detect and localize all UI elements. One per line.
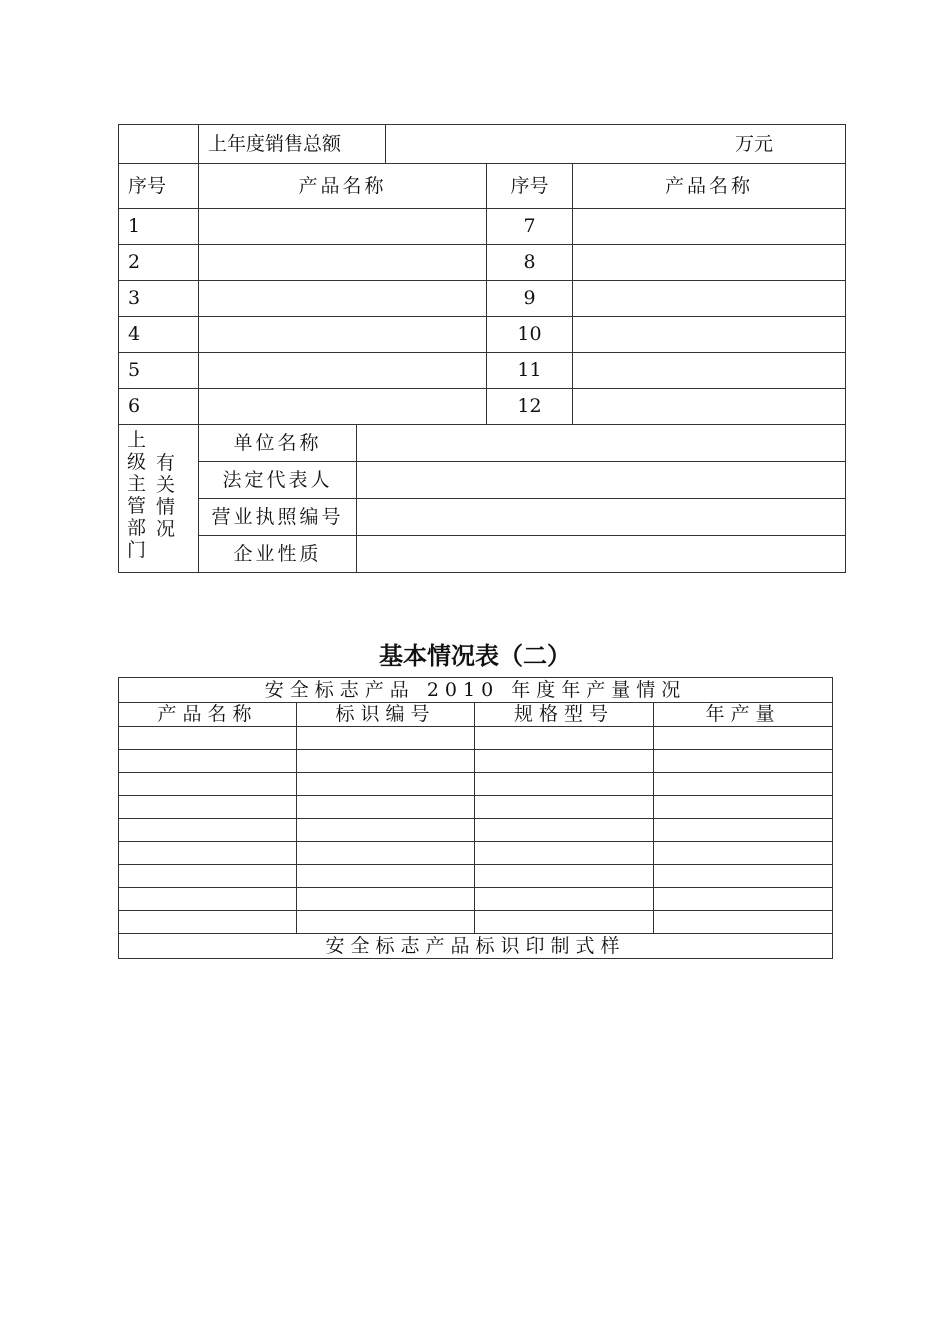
- sales-unit: 万元: [735, 132, 774, 155]
- table-row: [119, 389, 846, 425]
- annual-output-table: [118, 677, 833, 959]
- product-name-cell[interactable]: [573, 209, 846, 245]
- product-name-header-right: 产品名称: [573, 164, 846, 209]
- output-cell[interactable]: [297, 819, 475, 842]
- output-cell[interactable]: [654, 796, 833, 819]
- seq-number: 9: [487, 281, 573, 317]
- table-row: [119, 209, 846, 245]
- col-header-spec-model: 规格型号: [475, 703, 654, 727]
- output-cell[interactable]: [654, 773, 833, 796]
- output-cell[interactable]: [119, 727, 297, 750]
- table-row: [119, 888, 833, 911]
- sales-products-table: [118, 124, 846, 573]
- output-cell[interactable]: [475, 888, 654, 911]
- output-cell[interactable]: [119, 773, 297, 796]
- output-cell[interactable]: [654, 819, 833, 842]
- output-cell[interactable]: [119, 819, 297, 842]
- seq-number: 11: [487, 353, 573, 389]
- table-row: [119, 245, 846, 281]
- license-no-field[interactable]: [357, 499, 846, 536]
- output-rows: [119, 727, 833, 934]
- output-cell[interactable]: [654, 750, 833, 773]
- product-name-cell[interactable]: [199, 209, 487, 245]
- output-cell[interactable]: [297, 842, 475, 865]
- output-cell[interactable]: [297, 773, 475, 796]
- table-row: [119, 750, 833, 773]
- output-cell[interactable]: [297, 727, 475, 750]
- mark-sample-caption: 安全标志产品标识印制式样: [119, 934, 833, 959]
- table-row: [119, 727, 833, 750]
- superior-dept-label: [119, 425, 199, 573]
- product-name-cell[interactable]: [573, 353, 846, 389]
- output-cell[interactable]: [119, 865, 297, 888]
- sales-total-label: 上年度销售总额: [199, 125, 386, 164]
- output-cell[interactable]: [654, 888, 833, 911]
- sales-total-field[interactable]: [386, 125, 846, 164]
- seq-number: 10: [487, 317, 573, 353]
- dept-label-char: 情: [156, 496, 176, 518]
- table-row: [119, 281, 846, 317]
- output-cell[interactable]: [475, 727, 654, 750]
- seq-number: 4: [119, 317, 199, 353]
- output-cell[interactable]: [475, 865, 654, 888]
- output-cell[interactable]: [297, 865, 475, 888]
- seq-number: 1: [119, 209, 199, 245]
- dept-label-char: 级: [127, 451, 147, 473]
- output-cell[interactable]: [654, 842, 833, 865]
- product-name-header-left: 产品名称: [199, 164, 487, 209]
- product-name-cell[interactable]: [573, 245, 846, 281]
- table-row: [119, 911, 833, 934]
- dept-label-char: 上: [127, 429, 147, 451]
- col-header-mark-number: 标识编号: [297, 703, 475, 727]
- table-row: [119, 317, 846, 353]
- col-header-product-name: 产品名称: [119, 703, 297, 727]
- seq-header-right: 序号: [487, 164, 573, 209]
- seq-number: 7: [487, 209, 573, 245]
- output-cell[interactable]: [475, 911, 654, 934]
- product-name-cell[interactable]: [199, 317, 487, 353]
- output-cell[interactable]: [475, 842, 654, 865]
- output-cell[interactable]: [654, 911, 833, 934]
- output-cell[interactable]: [119, 911, 297, 934]
- product-name-cell[interactable]: [573, 389, 846, 425]
- unit-name-field[interactable]: [357, 425, 846, 462]
- seq-number: 5: [119, 353, 199, 389]
- seq-number: 12: [487, 389, 573, 425]
- seq-header-left: 序号: [119, 164, 199, 209]
- output-cell[interactable]: [654, 865, 833, 888]
- seq-number: 6: [119, 389, 199, 425]
- output-cell[interactable]: [475, 796, 654, 819]
- product-name-cell[interactable]: [573, 317, 846, 353]
- license-no-label: 营业执照编号: [199, 499, 357, 536]
- section-title: 基本情况表（二）: [379, 642, 571, 670]
- table-row: [119, 773, 833, 796]
- blank-cell: [119, 125, 199, 164]
- output-cell[interactable]: [297, 888, 475, 911]
- output-cell[interactable]: [297, 750, 475, 773]
- output-cell[interactable]: [654, 727, 833, 750]
- table-row: [119, 796, 833, 819]
- output-cell[interactable]: [475, 819, 654, 842]
- output-cell[interactable]: [119, 888, 297, 911]
- output-cell[interactable]: [119, 796, 297, 819]
- dept-label-char: 况: [156, 518, 176, 540]
- legal-rep-field[interactable]: [357, 462, 846, 499]
- product-name-cell[interactable]: [199, 389, 487, 425]
- dept-label-char: 主: [127, 473, 147, 495]
- output-cell[interactable]: [475, 773, 654, 796]
- output-cell[interactable]: [119, 842, 297, 865]
- legal-rep-label: 法定代表人: [199, 462, 357, 499]
- seq-number: 2: [119, 245, 199, 281]
- seq-number: 8: [487, 245, 573, 281]
- table-row: [119, 865, 833, 888]
- output-cell[interactable]: [119, 750, 297, 773]
- output-cell[interactable]: [297, 911, 475, 934]
- seq-number: 3: [119, 281, 199, 317]
- table-row: [119, 819, 833, 842]
- col-header-annual-output: 年产量: [654, 703, 833, 727]
- dept-label-char: 管: [127, 495, 147, 517]
- dept-label-char: 门: [127, 539, 147, 561]
- enterprise-type-label: 企业性质: [199, 536, 357, 573]
- product-name-cell[interactable]: [199, 281, 487, 317]
- product-name-cell[interactable]: [199, 245, 487, 281]
- output-cell[interactable]: [297, 796, 475, 819]
- output-cell[interactable]: [475, 750, 654, 773]
- unit-name-label: 单位名称: [199, 425, 357, 462]
- dept-label-char: 有: [156, 452, 176, 474]
- dept-label-char: 关: [156, 474, 176, 496]
- dept-label-char: 部: [127, 517, 147, 539]
- table-caption: 安全标志产品 2010 年度年产量情况: [119, 678, 833, 703]
- table-row: [119, 353, 846, 389]
- product-name-cell[interactable]: [573, 281, 846, 317]
- product-name-cell[interactable]: [199, 353, 487, 389]
- enterprise-type-field[interactable]: [357, 536, 846, 573]
- table-row: [119, 842, 833, 865]
